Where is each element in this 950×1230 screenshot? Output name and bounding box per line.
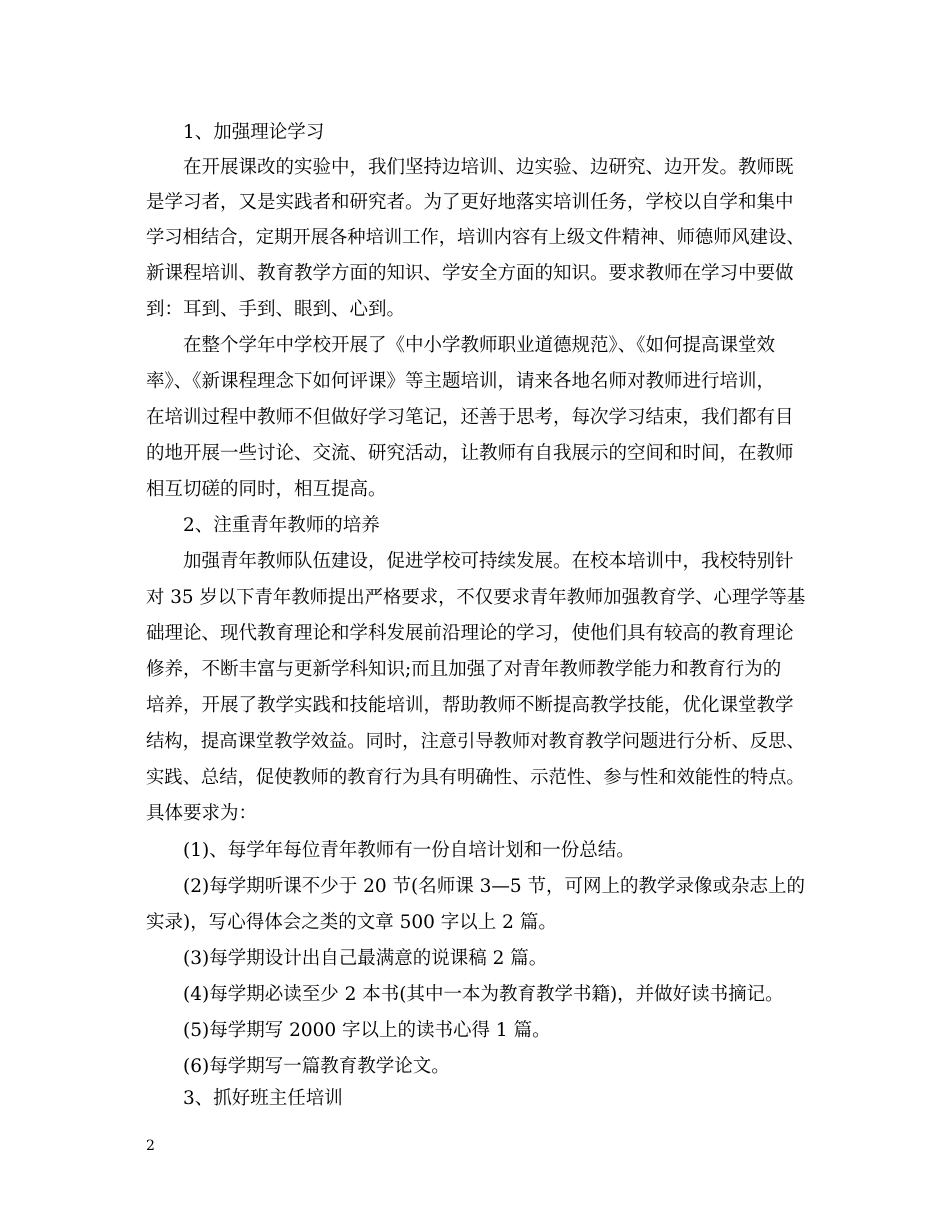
list-item-continuation: 实录)，写心得体会之类的文章 500 字以上 2 篇。 bbox=[146, 912, 557, 933]
list-item: (5)每学期写 2000 字以上的读书心得 1 篇。 bbox=[183, 1020, 551, 1041]
paragraph-line: 到：耳到、手到、眼到、心到。 bbox=[146, 299, 406, 320]
list-item: (2)每学期听课不少于 20 节(名师课 3—5 节，可网上的教学录像或杂志上的 bbox=[183, 876, 806, 897]
paragraph-line: 率》、《新课程理念下如何评课》等主题培训，请来各地名师对教师进行培训， bbox=[146, 371, 776, 392]
paragraph-line: 在培训过程中教师不但做好学习笔记，还善于思考，每次学习结束，我们都有目 bbox=[146, 407, 794, 428]
paragraph-line: 修养，不断丰富与更新学科知识;而且加强了对青年教师教学能力和教育行为的 bbox=[146, 659, 782, 680]
section-heading: 1、加强理论学习 bbox=[183, 122, 325, 143]
list-item: (3)每学期设计出自己最满意的说课稿 2 篇。 bbox=[183, 948, 548, 969]
paragraph-line: 结构，提高课堂教学效益。同时，注意引导教师对教育教学问题进行分析、反思、 bbox=[146, 731, 805, 752]
paragraph-line: 学习相结合，定期开展各种培训工作，培训内容有上级文件精神、师德师风建设、 bbox=[146, 227, 805, 248]
paragraph-line: 的地开展一些讨论、交流、研究活动，让教师有自我展示的空间和时间，在教师 bbox=[146, 443, 794, 464]
list-item: (1)、每学年每位青年教师有一份自培计划和一份总结。 bbox=[183, 840, 635, 861]
paragraph-line: 是学习者，又是实践者和研究者。为了更好地落实培训任务，学校以自学和集中 bbox=[146, 192, 794, 213]
paragraph-line: 在开展课改的实验中，我们坚持边培训、边实验、边研究、边开发。教师既 bbox=[183, 157, 794, 178]
paragraph-line: 加强青年教师队伍建设，促进学校可持续发展。在校本培训中，我校特别针 bbox=[183, 551, 794, 572]
list-item: (6)每学期写一篇教育教学论文。 bbox=[183, 1056, 450, 1077]
paragraph-line: 对 35 岁以下青年教师提出严格要求，不仅要求青年教师加强教育学、心理学等基 bbox=[146, 587, 806, 608]
list-item: (4)每学期必读至少 2 本书(其中一本为教育教学书籍)，并做好读书摘记。 bbox=[183, 984, 784, 1005]
paragraph-line: 在整个学年中学校开展了《中小学教师职业道德规范》、《如何提高课堂效 bbox=[183, 335, 776, 356]
paragraph-line: 实践、总结，促使教师的教育行为具有明确性、示范性、参与性和效能性的特点。 bbox=[146, 767, 805, 788]
paragraph-line: 相互切磋的同时，相互提高。 bbox=[146, 479, 387, 500]
section-heading: 2、注重青年教师的培养 bbox=[183, 515, 380, 536]
section-heading: 3、抓好班主任培训 bbox=[183, 1088, 343, 1109]
paragraph-line: 具体要求为： bbox=[146, 803, 258, 824]
page-number: 2 bbox=[146, 1138, 155, 1154]
paragraph-line: 新课程培训、教育教学方面的知识、学安全方面的知识。要求教师在学习中要做 bbox=[146, 263, 794, 284]
paragraph-line: 培养，开展了教学实践和技能培训，帮助教师不断提高教学技能，优化课堂教学 bbox=[146, 695, 794, 716]
paragraph-line: 础理论、现代教育理论和学科发展前沿理论的学习，使他们具有较高的教育理论 bbox=[146, 623, 794, 644]
